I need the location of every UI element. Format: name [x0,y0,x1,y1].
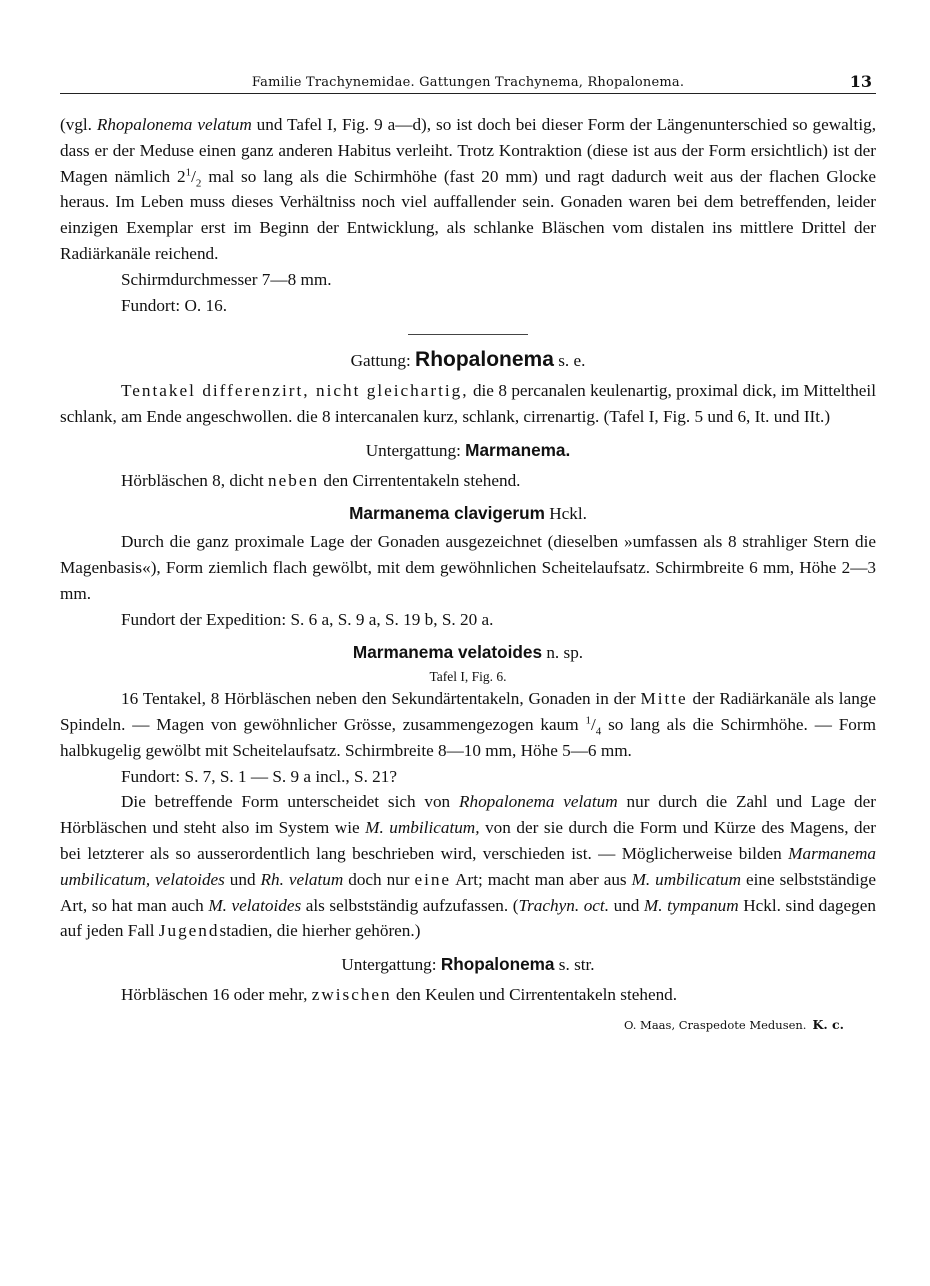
text-run: so lang als die Schirmhöhe. — Form halbkugelig gewölbt mit Scheitelaufsatz. Schirmbreite 8—10 mm, Höhe 5—6 mm. [60,714,876,760]
text-run: doch nur [343,869,415,889]
heading-suffix: s. str. [554,955,595,975]
species-heading-1 [60,501,876,527]
text-run: den Cirrententakeln stehend. [319,470,521,490]
subgenus-name: Rhopalonema [440,954,555,975]
heading-prefix: Untergattung: [341,955,441,975]
footer-signature [60,1012,876,1039]
species-author: Hckl. [544,504,587,524]
text-run: und [224,869,261,889]
heading-prefix: Untergattung: [365,440,466,460]
taxon-name: Rhopalonema velatum [458,792,618,812]
text-run: mal so lang als die Schirmhöhe (fast 20 mm) und ragt dadurch weit aus der flachen Glocke heraus. Im Leben muss dieses Verhältniss noch viel auffallender sein. Gonaden waren bei dem betreffenden, leider einzigen Exemplar erst im Beginn der Entwicklung, als schlanke Bläschen vom distalen ins mittlere Drittel der Radiärkanäle reichend. [60,166,877,263]
genus-heading [60,347,876,374]
paragraph-9: Fundort: S. 7, S. 1 — S. 9 a incl., S. 21? [121,766,397,786]
subgenus-heading-2 [60,952,876,978]
text-run: Hckl. sind dagegen auf jeden Fall [60,895,876,941]
species-heading-2 [60,640,876,666]
spaced-text: Jugend [158,921,220,941]
page-number: 13 [849,72,872,91]
subgenus-name: Marmanema. [465,439,571,460]
subgenus-heading-1 [60,438,876,464]
spaced-text: Mitte [640,689,688,709]
footer-text: O. Maas, Craspedote Medusen. [623,1017,807,1032]
taxon-name: M. tympanum [643,895,739,915]
text-run: 16 Tentakel, 8 Hörbläschen neben den Sekundärtentakeln, Gonaden in der [121,689,641,709]
text-run: die 8 percanalen keulenartig, proximal dick, im Mitteltheil schlank, am Ende angeschwollen. die 8 intercanalen kurz, schlank, cirrenartig. (Tafel I, Fig. 5 und 6, It. und IIt.) [60,381,876,426]
genus-name: Rhopalonema [415,348,554,372]
text-run: den Keulen und Cirrententakeln stehend. [391,984,678,1004]
running-header [60,72,876,94]
header-rule [60,93,876,94]
taxon-name: M. velatoides [208,895,302,915]
text-run: stadien, die hierher gehören.) [219,921,421,941]
taxon-name: Marmanema umbilicatum, velatoides [60,843,876,889]
taxon-name: Trachyn. oct. [518,895,609,915]
paragraph-5 [60,468,876,494]
fraction-slash: / [590,714,596,734]
section-divider [408,334,528,335]
text-run: und [609,895,644,915]
text-run: Hörbläschen 16 oder mehr, [121,984,312,1004]
spaced-text: neben [268,470,320,490]
spaced-text: zwischen [311,984,392,1004]
fraction-denominator: 4 [595,725,602,738]
paragraph-10 [60,789,876,944]
fraction-numerator: 1 [185,165,192,178]
taxon-name: M. umbilicatum, [365,818,480,838]
spaced-text: Tentakel differenzirt, nicht gleichartig, [121,381,469,401]
text-run: Die betreffende Form unterscheidet sich von [121,792,459,812]
heading-prefix: Gattung: [350,351,416,371]
species-name: Marmanema clavigerum [349,503,545,524]
text-run: (vgl. [60,115,97,134]
text-run: von der sie durch die Form und Kürze des Magens, der bei letzterer als so ausserordentlich lang beschrieben wird, verschieden ist. — Möglicherweise bilden [60,818,876,863]
paragraph-1 [60,112,876,267]
taxon-name: Rh. velatum [260,869,344,889]
fraction-denominator: 2 [195,177,202,190]
text-run: Art; macht man aber aus [451,869,632,889]
heading-suffix: s. e. [553,351,586,371]
plate-reference: Tafel I, Fig. 6. [429,669,507,685]
species-author: n. sp. [542,643,584,663]
fraction-numerator: 1 [585,714,591,727]
running-title: Familie Trachynemidae. Gattungen Trachynema, Rhopalonema. [251,75,685,90]
text-run: der Radiärkanäle als lange Spindeln. — Magen von gewöhnlicher Grösse, zusammengezogen kaum [60,689,877,734]
paragraph-4 [60,378,876,430]
paragraph-6: Durch die ganz proximale Lage der Gonaden ausgezeichnet (dieselben »umfassen als 8 strahliger Stern die Magenbasis«), Form ziemlich flach gewölbt, mit dem gewöhnlichen Scheitelaufsatz. Schirmbreite 6 mm, Höhe 2—3 mm. [60,532,876,603]
species-name: Marmanema velatoides [352,642,543,663]
spaced-text: eine [414,869,452,889]
paragraph-7: Fundort der Expedition: S. 6 a, S. 9 a, S. 19 b, S. 20 a. [121,609,494,629]
taxon-name: M. umbilicatum [631,869,742,889]
paragraph-3: Fundort: O. 16. [121,295,227,315]
paragraph-8 [60,686,876,763]
sheet-signature: K. c. [812,1016,844,1032]
fraction-slash: / [191,166,196,186]
paragraph-11 [60,982,876,1008]
text-run: nur durch die Zahl und Lage der Hörbläschen und steht also im System wie [60,792,876,838]
text-run: und Tafel I, Fig. 9 a—d), so ist doch bei dieser Form der Längenunterschied so gewaltig, dass er der Meduse einen ganz anderen Habitus verleiht. Trotz Kontraktion (diese ist aus der Form ersichtlich) ist der Magen nämlich 2 [60,115,877,186]
taxon-name: Rhopalonema velatum [96,115,252,134]
text-run: eine selbstständige Art, so hat man auch [60,869,877,915]
text-run: als selbstständig aufzufassen. ( [301,895,519,915]
text-run: Hörbläschen 8, dicht [121,470,269,490]
main-text [60,112,876,1039]
paragraph-2: Schirmdurchmesser 7—8 mm. [121,269,332,289]
